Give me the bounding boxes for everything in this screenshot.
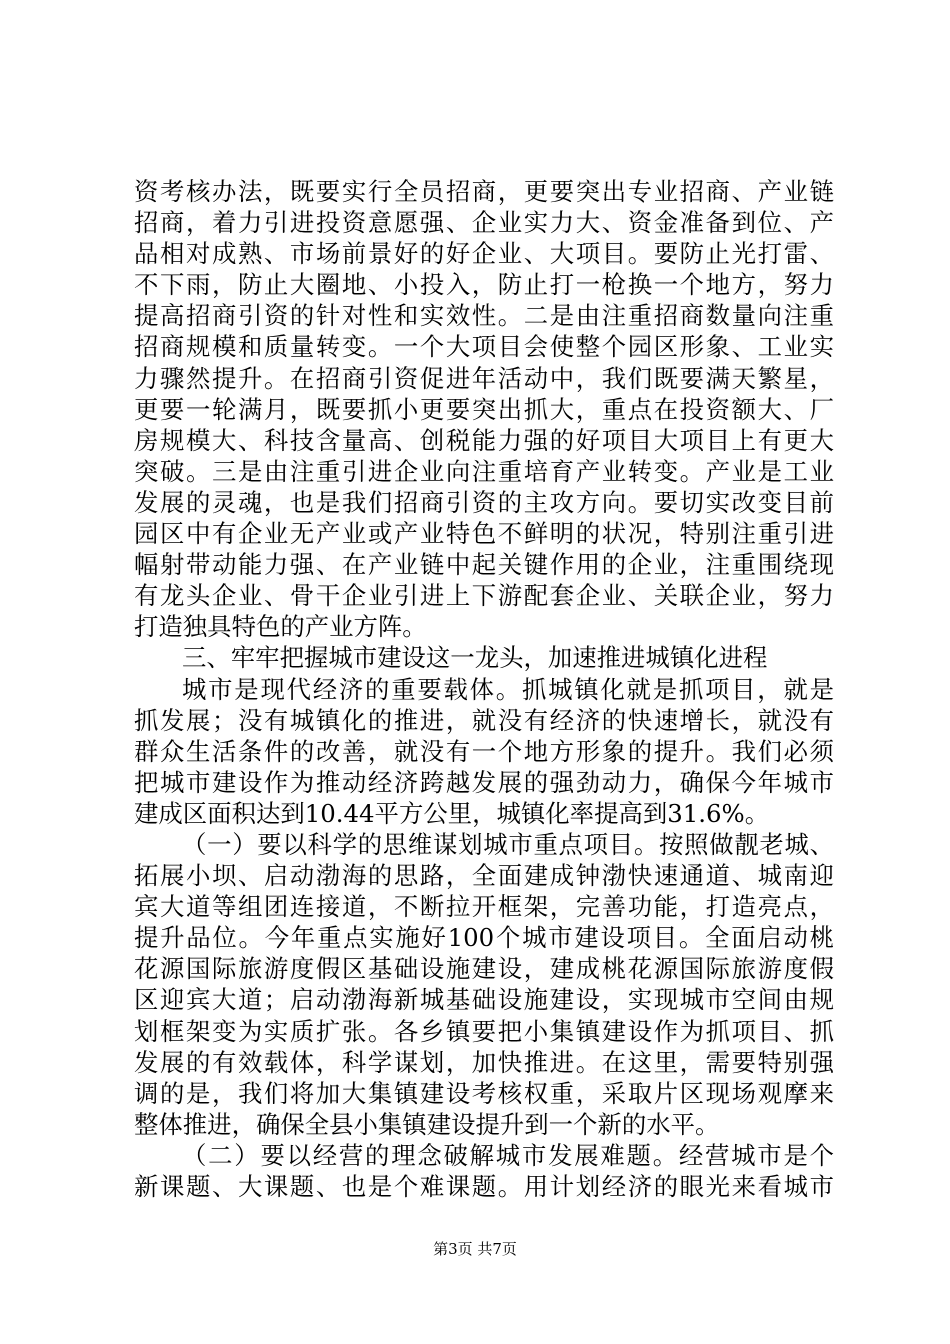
text-line: 花源国际旅游度假区基础设施建设，建成桃花源国际旅游度假	[134, 954, 834, 984]
text-line: 提高招商引资的针对性和实效性。二是由注重招商数量向注重	[134, 301, 834, 331]
text-line: 拓展小坝、启动渤海的思路，全面建成钟渤快速通道、城南迎	[134, 861, 834, 891]
text-line: 不下雨，防止大圈地、小投入，防止打一枪换一个地方，努力	[134, 270, 834, 300]
text-line: 调的是，我们将加大集镇建设考核权重，采取片区现场观摩来	[134, 1078, 834, 1108]
text-line: 房规模大、科技含量高、创税能力强的好项目大项目上有更大	[134, 425, 834, 455]
text-line: 抓发展；没有城镇化的推进，就没有经济的快速增长，就没有	[134, 705, 834, 735]
text-line: 资考核办法，既要实行全员招商，更要突出专业招商、产业链	[134, 177, 834, 206]
text-line: 提升品位。今年重点实施好100个城市建设项目。全面启动桃	[134, 923, 834, 953]
text-line: 城市是现代经济的重要载体。抓城镇化就是抓项目，就是	[182, 674, 834, 704]
text-line: 招商，着力引进投资意愿强、企业实力大、资金准备到位、产	[134, 208, 834, 238]
text-line: 园区中有企业无产业或产业特色不鲜明的状况，特别注重引进	[134, 519, 834, 549]
text-line: 力骤然提升。在招商引资促进年活动中，我们既要满天繁星，	[134, 363, 834, 393]
text-line: 品相对成熟、市场前景好的好企业、大项目。要防止光打雷、	[134, 239, 834, 269]
document-body	[134, 176, 834, 1202]
text-line: 整体推进，确保全县小集镇建设提升到一个新的水平。	[134, 1109, 720, 1139]
text-line: 发展的有效载体，科学谋划，加快推进。在这里，需要特别强	[134, 1047, 834, 1077]
subsection-line: （二）要以经营的理念破解城市发展难题。经营城市是个	[182, 1140, 834, 1170]
text-line: 幅射带动能力强、在产业链中起关键作用的企业，注重围绕现	[134, 550, 834, 580]
text-line: 把城市建设作为推动经济跨越发展的强劲动力，确保今年城市	[134, 767, 834, 797]
text-line: 划框架变为实质扩张。各乡镇要把小集镇建设作为抓项目、抓	[134, 1016, 834, 1046]
text-line: 群众生活条件的改善，就没有一个地方形象的提升。我们必须	[134, 736, 834, 766]
section-heading: 三、牢牢把握城市建设这一龙头，加速推进城镇化进程	[182, 643, 768, 673]
subsection-line: （一）要以科学的思维谋划城市重点项目。按照做靓老城、	[182, 829, 834, 859]
text-line: 区迎宾大道；启动渤海新城基础设施建设，实现城市空间由规	[134, 985, 834, 1015]
text-line: 打造独具特色的产业方阵。	[134, 612, 427, 642]
text-line: 更要一轮满月，既要抓小更要突出抓大，重点在投资额大、厂	[134, 394, 834, 424]
text-line: 建成区面积达到10.44平方公里，城镇化率提高到31.6%。	[134, 798, 770, 828]
text-line: 突破。三是由注重引进企业向注重培育产业转变。产业是工业	[134, 456, 834, 486]
page-number: 第3页 共7页	[433, 1240, 517, 1258]
text-line: 宾大道等组团连接道，不断拉开框架，完善功能，打造亮点，	[134, 892, 834, 922]
text-line: 发展的灵魂，也是我们招商引资的主攻方向。要切实改变目前	[134, 487, 834, 517]
text-line: 有龙头企业、骨干企业引进上下游配套企业、关联企业，努力	[134, 581, 834, 611]
text-line: 招商规模和质量转变。一个大项目会使整个园区形象、工业实	[134, 332, 834, 362]
text-line: 新课题、大课题、也是个难课题。用计划经济的眼光来看城市	[134, 1172, 834, 1201]
page-footer	[0, 1239, 950, 1259]
